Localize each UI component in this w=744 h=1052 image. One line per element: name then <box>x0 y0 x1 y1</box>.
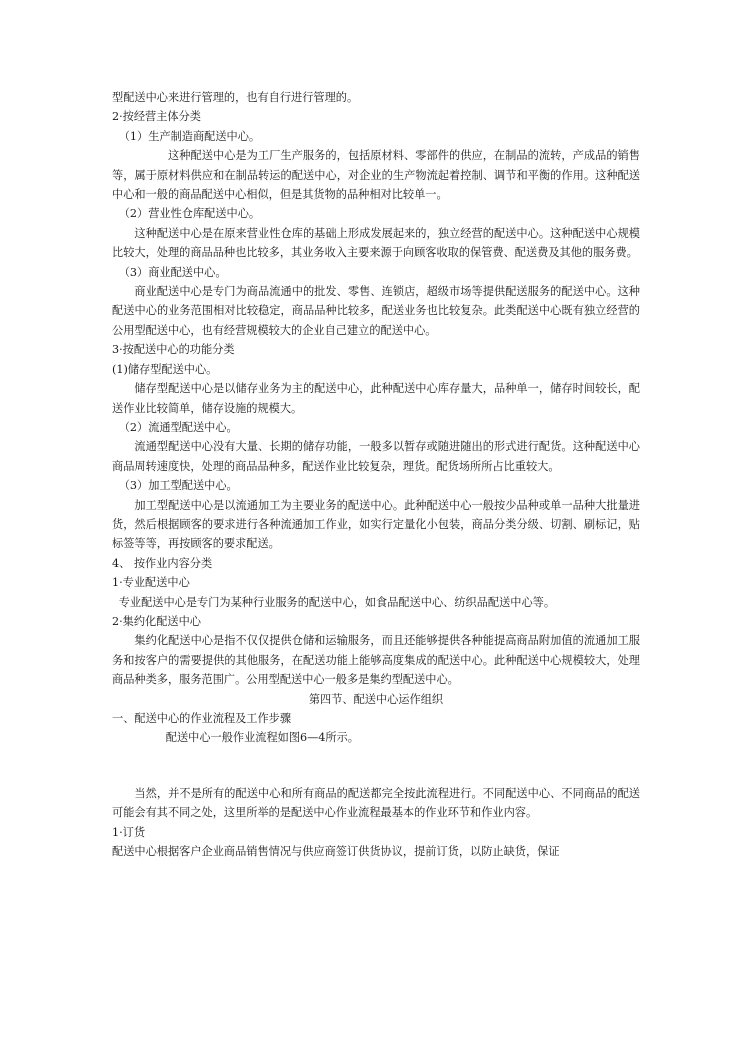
paragraph-processing-dc: 加工型配送中心是以流通加工为主要业务的配送中心。此种配送中心一般按少品种或单一品种大批量进货，然后根据顾客的要求进行各种流通加工作业，如实行定量化小包装，商品分类分级、切割、刷标记，贴标签等等，再按顾客的要求配送。 <box>112 498 640 551</box>
subheading-manufacturer-dc: （1）生产制造商配送中心。 <box>118 129 261 143</box>
section-heading-work-content: 4、 按作业内容分类 <box>112 556 213 570</box>
paragraph-commercial-dc: 商业配送中心是专门为商品流通中的批发、零售、连锁店，超级市场等提供配送服务的配送中心。这种配送中心的业务范围相对比较稳定，商品品种比较多，配送业务也比较复杂。此类配送中心既有独立经营的公用型配送中心，也有经营规模较大的企业自己建立的配送中心。 <box>112 285 640 337</box>
paragraph-continuation: 型配送中心来进行管理的，也有自行进行管理的。 <box>112 91 359 104</box>
subheading-commercial-dc: （3）商业配送中心。 <box>118 265 227 279</box>
figure-placeholder <box>112 748 640 784</box>
paragraph-specialized-dc: 专业配送中心是专门为某种行业服务的配送中心，如食品配送中心、纺织品配送中心等。 <box>118 595 556 609</box>
paragraph-manufacturer-dc: 这种配送中心是为工厂生产服务的，包括原材料、零部件的供应，在制品的流转，产成品的销售等，属于原材料供应和在制品转运的配送中心，对企业的生产物流起着控制、调节和平衡的作用。这种配送中心和一般的商品配送中心相似，但是其货物的品种相对比较单一。 <box>112 149 640 202</box>
paragraph-intensive-dc: 集约化配送中心是指不仅仅提供仓储和运输服务，而且还能够提供各种能提高商品附加值的流通加工服务和按客户的需要提供的其他服务，在配送功能上能够高度集成的配送中心。此种配送中心规模较大，处理商品种类多，服务范围广。公用型配送中心一般多是集约型配送中心。 <box>112 634 640 687</box>
subheading-warehouse-dc: （2）营业性仓库配送中心。 <box>118 207 261 221</box>
subheading-intensive-dc: 2·集约化配送中心 <box>112 614 201 628</box>
paragraph-ordering: 配送中心根据客户企业商品销售情况与供应商签订供货协议，提前订货，以防止缺货，保证 <box>112 845 560 859</box>
paragraph-circulation-dc: 流通型配送中心没有大量、长期的储存功能，一般多以暂存或随进随出的形式进行配货。这种配送中心商品周转速度快，处理的商品品种多，配送作业比较复杂，理货。配货场所所占比重较大。 <box>112 440 640 473</box>
paragraph-workflow-note: 当然，并不是所有的配送中心和所有商品的配送都完全按此流程进行。不同配送中心、不同商品的配送可能会有其不同之处，这里所举的是配送中心作业流程最基本的作业环节和作业内容。 <box>112 786 640 820</box>
chapter-section-title: 第四节、配送中心运作组织 <box>308 692 444 706</box>
subheading-storage-dc: (1)储存型配送中心。 <box>112 362 218 376</box>
document-body <box>112 88 640 861</box>
subheading-specialized-dc: 1·专业配送中心 <box>112 576 190 590</box>
section-heading-operator-type: 2·按经营主体分类 <box>112 110 201 124</box>
section-heading-function-type: 3·按配送中心的功能分类 <box>112 343 235 357</box>
subheading-circulation-dc: （2）流通型配送中心。 <box>118 420 238 434</box>
paragraph-storage-dc: 储存型配送中心是以储存业务为主的配送中心，此种配送中心库存量大，品种单一，储存时间较长，配送作业比较简单，储存设施的规模大。 <box>112 382 640 415</box>
paragraph-warehouse-dc: 这种配送中心是在原来营业性仓库的基础上形成发展起来的，独立经营的配送中心。这种配送中心规模比较大，处理的商品品种也比较多，其业务收入主要来源于向顾客收取的保管费、配送费及其他的服务费。 <box>112 226 640 260</box>
subheading-processing-dc: （3）加工型配送中心。 <box>118 479 238 493</box>
subsection-title-workflow: 一、配送中心的作业流程及工作步骤 <box>112 712 292 725</box>
subheading-ordering: 1·订货 <box>112 825 146 839</box>
figure-reference: 配送中心一般作业流程如图6—4所示。 <box>165 731 359 745</box>
